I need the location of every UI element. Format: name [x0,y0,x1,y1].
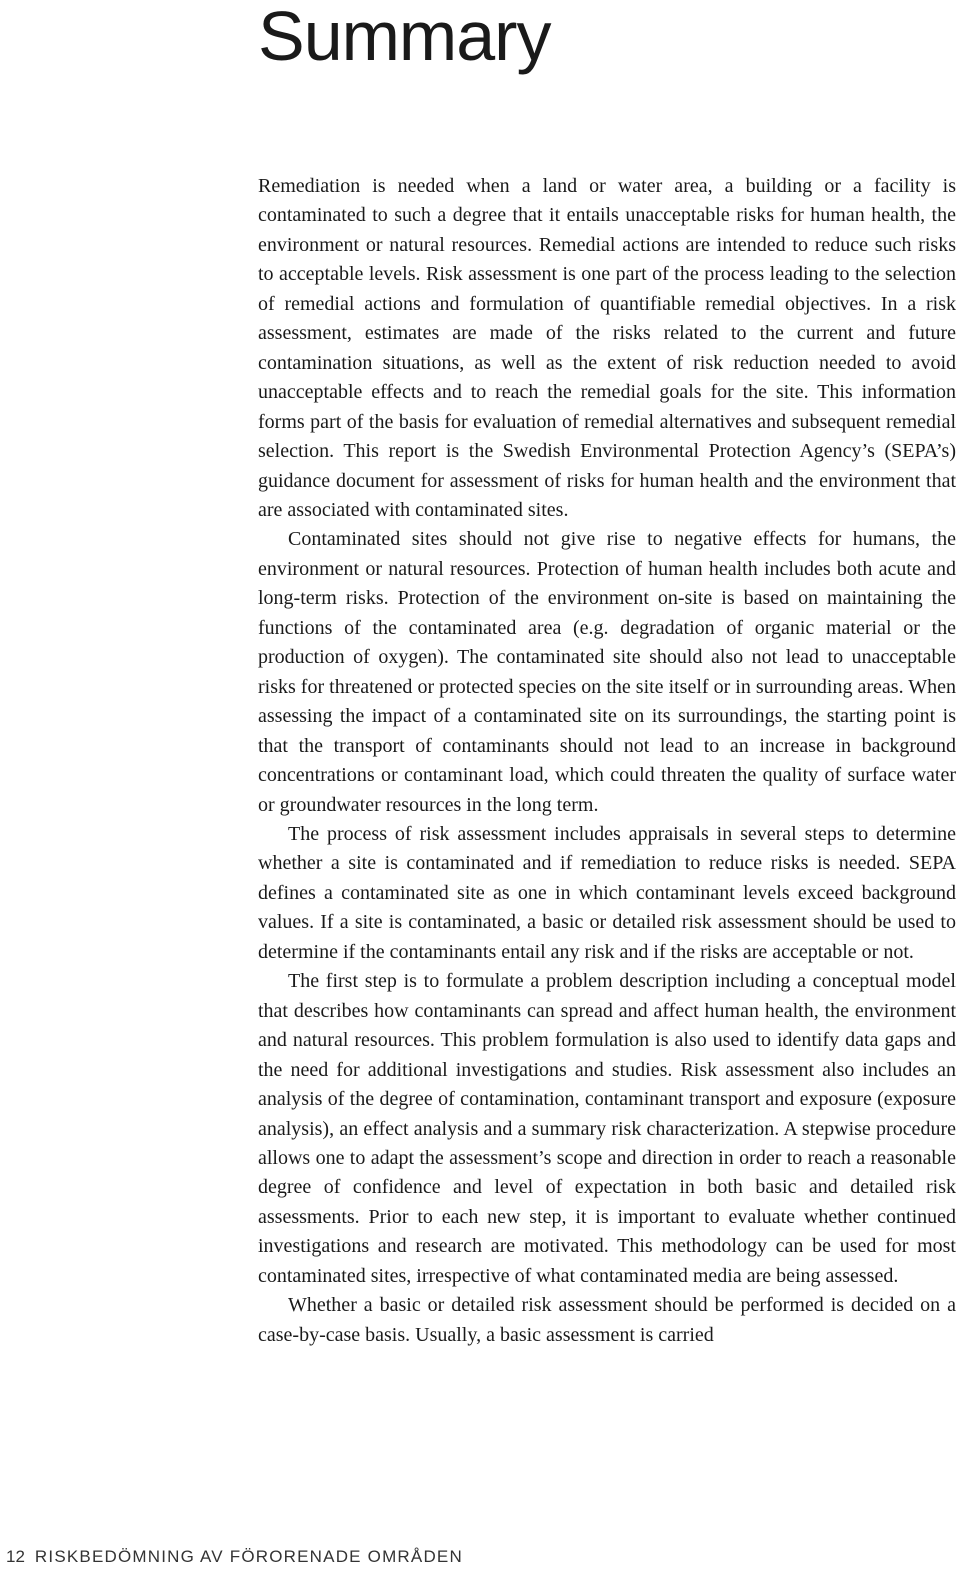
page-number: 12 [6,1547,25,1566]
paragraph-4: The first step is to formulate a problem description including a conceptual model that describes how contaminants can spread and affect human health, the environment and natural resources. This problem formulation is also used to identify data gaps and the need for additional investigations and studies. Risk assessment also includes an analysis of the degree of contamination, contaminant transport and exposure (exposure analysis), an effect analysis and a summary risk characterization. A stepwise procedure allows one to adapt the assessment’s scope and direction in order to reach a reasonable degree of confidence and level of expectation in both basic and detailed risk assessments. Prior to each new step, it is important to evaluate whether continued investigations and research are motivated. This methodology can be used for most contaminated sites, irrespective of what contaminated media are being assessed. [258,970,956,1287]
page-title: Summary [258,0,551,75]
page-footer [6,1546,463,1568]
paragraph-2: Contaminated sites should not give rise to negative effects for humans, the environment or natural resources. Protection of human health includes both acute and long-term risks. Protection of the environment on-site is based on maintaining the functions of the contaminated area (e.g. degradation of organic material or the production of oxygen). The contaminated site should also not lead to unacceptable risks for threatened or protected species on the site itself or in surrounding areas. When assessing the impact of a contaminated site on its surroundings, the starting point is that the transport of contaminants should not lead to an increase in background concentrations or contaminant load, which could threaten the quality of surface water or groundwater resources in the long term. [258,528,956,816]
paragraph-1: Remediation is needed when a land or water area, a building or a facility is contaminated to such a degree that it entails unacceptable risks for human health, the environment or natural resources. Remedial actions are intended to reduce such risks to acceptable levels. Risk assessment is one part of the process leading to the selection of remedial actions and formulation of quantifiable remedial objectives. In a risk assessment, estimates are made of the risks related to the current and future contamination situations, as well as the extent of risk reduction needed to avoid unacceptable effects and to reach the remedial goals for the site. This information forms part of the basis for evaluation of remedial alternatives and subsequent remedial selection. This report is the Swedish Environmental Protection Agency’s (SEPA’s) guidance document for assessment of risks for human health and the environment that are associated with contaminated sites. [258,175,956,521]
running-head: RISKBEDÖMNING AV FÖRORENADE OMRÅDEN [34,1547,463,1566]
paragraph-5: Whether a basic or detailed risk assessment should be performed is decided on a case-by-case basis. Usually, a basic assessment is carried [258,1294,956,1346]
summary-body [258,172,956,1350]
paragraph-3: The process of risk assessment includes appraisals in several steps to determine whether a site is contaminated and if remediation to reduce risks is needed. SEPA defines a contaminated site as one in which contaminant levels exceed background values. If a site is contaminated, a basic or detailed risk assessment should be used to determine if the contaminants entail any risk and if the risks are acceptable or not. [258,822,956,963]
